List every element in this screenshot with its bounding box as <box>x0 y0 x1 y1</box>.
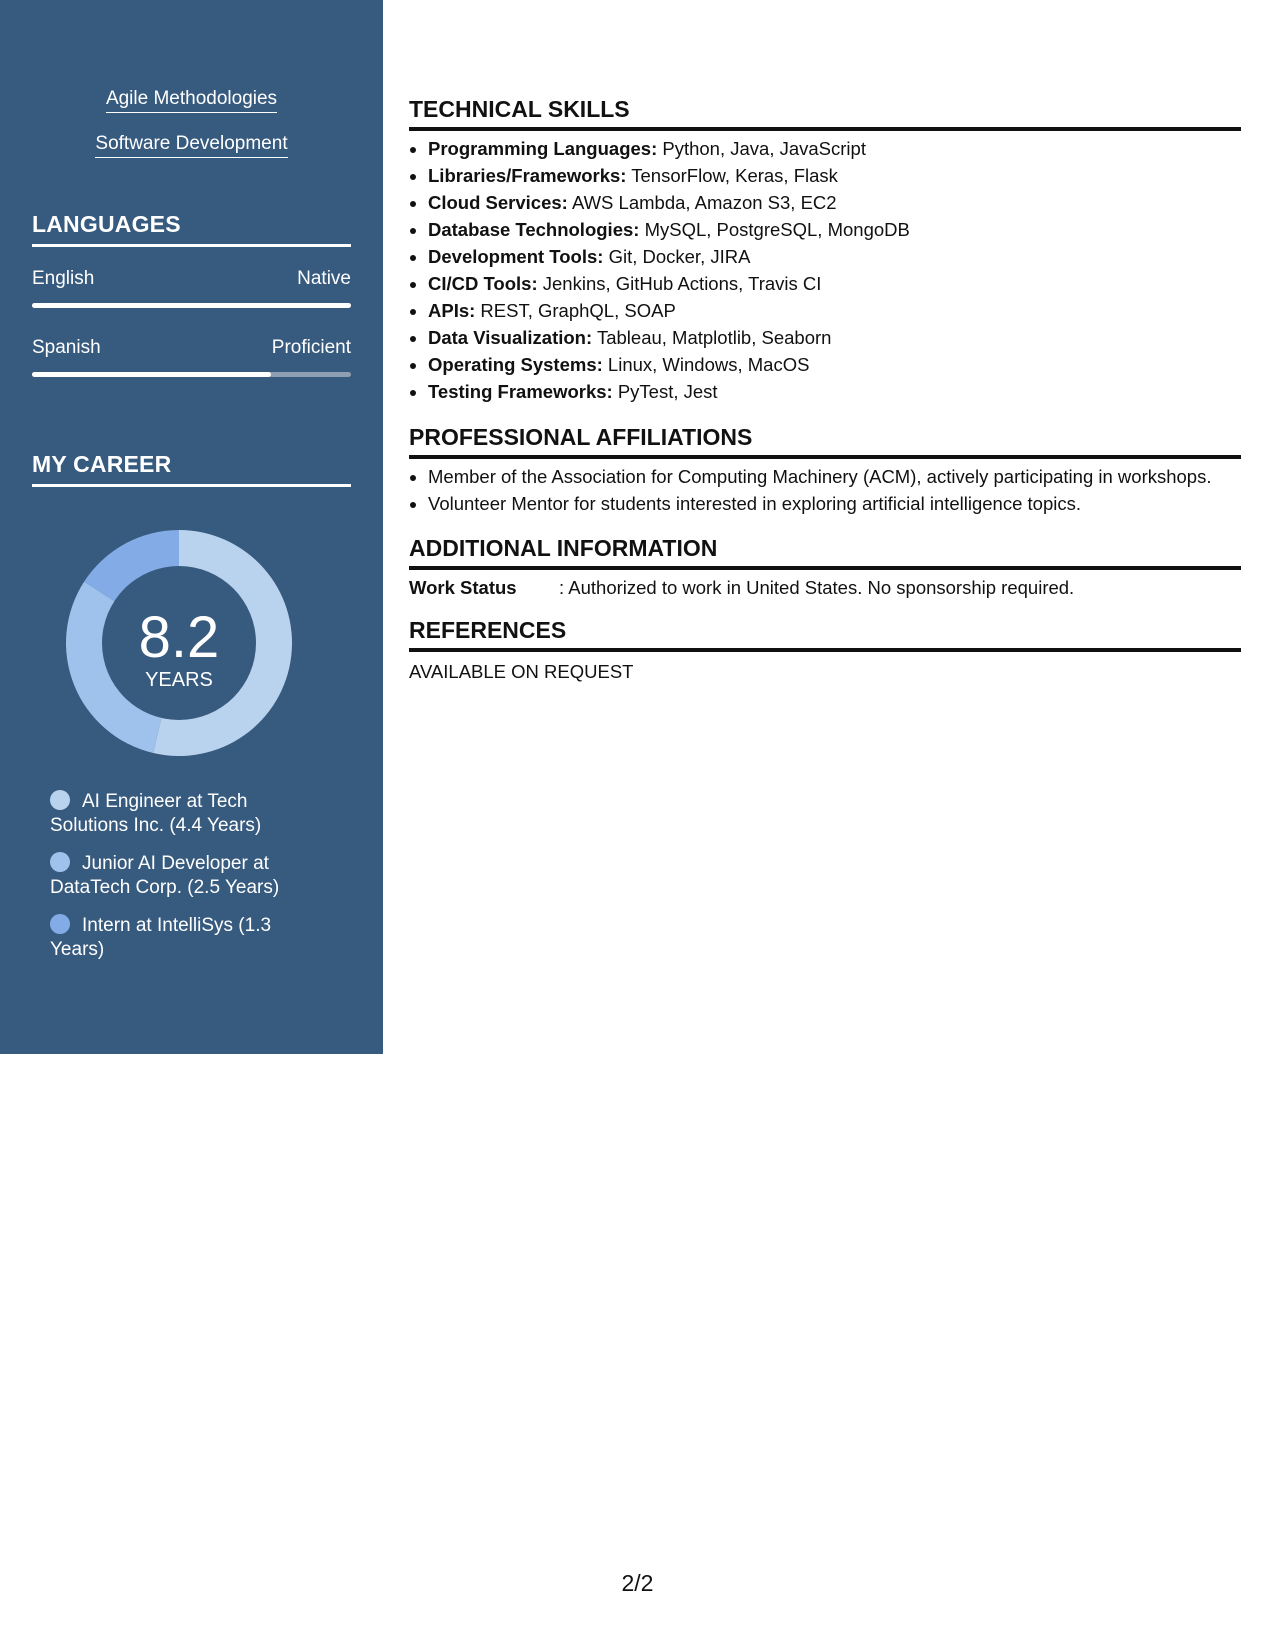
skill-category: CI/CD Tools: <box>428 273 538 294</box>
list-item <box>428 351 1241 378</box>
skill-tag-software-development[interactable] <box>0 133 383 158</box>
sidebar <box>0 0 383 1054</box>
language-name: English <box>32 268 95 289</box>
list-item <box>428 135 1241 162</box>
list-item <box>428 297 1241 324</box>
skill-values: TensorFlow, Keras, Flask <box>626 165 838 186</box>
list-item: • Member of the Association for Computing Machinery (ACM), actively participating in workshops. <box>428 463 1241 490</box>
work-status-row <box>409 577 1074 599</box>
career-legend <box>50 790 290 976</box>
list-item <box>428 270 1241 297</box>
language-name: Spanish <box>32 337 101 358</box>
skill-tag-label[interactable]: Software Development <box>95 133 287 158</box>
skill-values: AWS Lambda, Amazon S3, EC2 <box>567 192 837 213</box>
skill-category: Operating Systems: <box>428 354 603 375</box>
career-item-label: Intern at IntelliSys (1.3 Years) <box>50 915 272 960</box>
career-item-label: Junior AI Developer at DataTech Corp. (2.5 Years) <box>50 853 280 898</box>
language-proficiency-fill <box>32 372 271 377</box>
languages-heading: LANGUAGES <box>32 211 351 247</box>
language-row-english <box>32 268 351 318</box>
skill-values: Python, Java, JavaScript <box>657 138 866 159</box>
skill-category: Cloud Services: <box>428 192 568 213</box>
list-item <box>428 189 1241 216</box>
language-row-spanish <box>32 337 351 387</box>
language-proficiency-fill <box>32 303 351 308</box>
work-status-label: Work Status <box>409 577 517 598</box>
technical-skills-heading: TECHNICAL SKILLS <box>409 96 1241 131</box>
legend-dot-icon <box>50 914 70 934</box>
skill-category: Libraries/Frameworks: <box>428 165 627 186</box>
list-item: • Volunteer Mentor for students interested in exploring artificial intelligence topics. <box>428 490 1241 517</box>
skill-category: Database Technologies: <box>428 219 640 240</box>
career-unit: YEARS <box>145 669 213 691</box>
page-number: 2/2 <box>621 1570 654 1596</box>
skill-values: PyTest, Jest <box>612 381 718 402</box>
skill-values: Tableau, Matplotlib, Seaborn <box>592 327 832 348</box>
skill-tag-agile[interactable] <box>0 88 383 113</box>
skill-values: REST, GraphQL, SOAP <box>475 300 676 321</box>
list-item <box>428 378 1241 405</box>
career-item <box>50 852 290 900</box>
list-item <box>428 243 1241 270</box>
skill-category: APIs: <box>428 300 476 321</box>
affiliations-list <box>409 463 1241 517</box>
additional-information-heading: ADDITIONAL INFORMATION <box>409 535 1241 570</box>
language-level: Native <box>297 268 351 289</box>
skill-values: Git, Docker, JIRA <box>603 246 751 267</box>
language-proficiency-bar <box>32 303 351 308</box>
career-donut-chart <box>66 530 292 756</box>
skill-category: Development Tools: <box>428 246 604 267</box>
list-item <box>428 216 1241 243</box>
legend-dot-icon <box>50 790 70 810</box>
career-heading: MY CAREER <box>32 451 351 487</box>
references-value: AVAILABLE ON REQUEST <box>409 661 634 682</box>
skill-values: Jenkins, GitHub Actions, Travis CI <box>537 273 822 294</box>
skill-values: MySQL, PostgreSQL, MongoDB <box>639 219 910 240</box>
language-proficiency-bar <box>32 372 351 377</box>
career-item-label: AI Engineer at Tech Solutions Inc. (4.4 Years) <box>50 791 262 836</box>
career-item <box>50 914 290 962</box>
technical-skills-list <box>409 135 1241 405</box>
skill-category: Programming Languages: <box>428 138 658 159</box>
skill-category: Data Visualization: <box>428 327 593 348</box>
skill-tag-label[interactable]: Agile Methodologies <box>106 88 277 113</box>
career-total: 8.2 <box>138 605 220 670</box>
skill-category: Testing Frameworks: <box>428 381 613 402</box>
language-level: Proficient <box>271 337 351 358</box>
list-item <box>428 162 1241 189</box>
list-item <box>428 324 1241 351</box>
career-item <box>50 790 290 838</box>
legend-dot-icon <box>50 852 70 872</box>
skill-values: Linux, Windows, MacOS <box>602 354 810 375</box>
work-status-value: : Authorized to work in United States. No sponsorship required. <box>559 577 1075 598</box>
references-heading: REFERENCES <box>409 617 1241 652</box>
affiliations-heading: PROFESSIONAL AFFILIATIONS <box>409 424 1241 459</box>
